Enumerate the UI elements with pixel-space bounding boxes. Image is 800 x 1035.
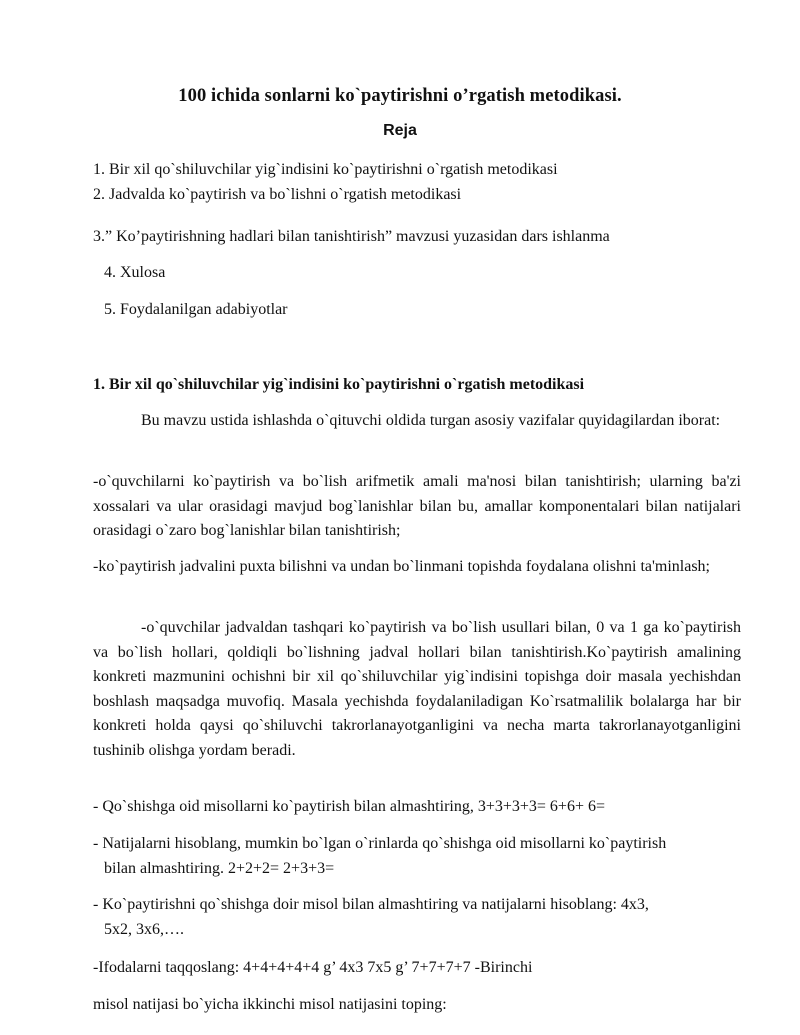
task-paragraph-3: -o`quvchilar jadvaldan tashqari ko`paytirish va bo`lish usullari bilan, 0 va 1 ga ko`paytirish va bo`lish hollari, qoldiqli bo`lishning jadval hollari bilan tanishtirish.Ko`paytirish amalining konkreti mazmunini ochishni bir xil qo`shiluvchilar yig`indisini topishga doir masala yechishdan boshlash maqsadga muvofiq. Masala yechishda foydalaniladigan Ko`rsatmalilik bolalarga har bir konkreti holda qaysi qo`shiluvchi takrorlanayotganligini va necha marta takrorlanayotganligini tushinib olishga yordam beradi. [93, 619, 741, 759]
task-paragraph-2: -ko`paytirish jadvalini puxta bilishni va undan bo`linmani topishda foydalana olishni ta'minlash; [93, 558, 710, 575]
section-heading: 1. Bir xil qo`shiluvchilar yig`indisini ko`paytirishni o`rgatish metodikasi [93, 376, 585, 393]
plan-item-5: 5. Foydalanilgan adabiyotlar [104, 301, 288, 318]
exercise-3-line-1: - Ko`paytirishni qo`shishga doir misol bilan almashtiring va natijalarni hisoblang: 4x3, [93, 896, 649, 913]
exercise-4: -Ifodalarni taqqoslang: 4+4+4+4+4 g’ 4x3 7x5 g’ 7+7+7+7 -Birinchi [93, 959, 533, 976]
exercise-2-line-1: - Natijalarni hisoblang, mumkin bo`lgan o`rinlarda qo`shishga oid misollarni ko`paytirish [93, 835, 667, 852]
exercise-1: - Qo`shishga oid misollarni ko`paytirish bilan almashtiring, 3+3+3+3= 6+6+ 6= [93, 798, 605, 815]
task-paragraph-1: -o`quvchilarni ko`paytirish va bo`lish arifmetik amali ma'nosi bilan tanishtirish; ularning ba'zi xossalari va ular orasidagi mavjud bog`lanishlar bilan bu, amallar komponentalari bilan natijalari orasidagi o`zaro bog`lanishlar bilan tanishtirish; [93, 473, 741, 540]
plan-item-3: 3.” Ko’paytirishning hadlari bilan tanishtirish” mavzusi yuzasidan dars ishlanma [93, 228, 610, 245]
exercise-4-continuation: misol natijasi bo`yicha ikkinchi misol natijasini toping: [93, 996, 447, 1013]
exercise-2 [93, 832, 748, 881]
exercise-3-line-2: 5x2, 3x6,…. [104, 920, 184, 938]
plan-item-1: 1. Bir xil qo`shiluvchilar yig`indisini ko`paytirishni o`rgatish metodikasi [93, 161, 558, 178]
exercise-3 [93, 893, 748, 942]
exercise-2-line-2: bilan almashtiring. 2+2+2= 2+3+3= [104, 859, 335, 877]
plan-item-4: 4. Xulosa [104, 264, 166, 281]
plan-item-2: 2. Jadvalda ko`paytirish va bo`lishni o`rgatish metodikasi [93, 186, 462, 203]
intro-paragraph: Bu mavzu ustida ishlashda o`qituvchi oldida turgan asosiy vazifalar quyidagilardan iborat: [141, 412, 721, 429]
plan-heading: Reja [383, 122, 417, 139]
document-title: 100 ichida sonlarni ko`paytirishni o’rgatish metodikasi. [178, 86, 622, 106]
